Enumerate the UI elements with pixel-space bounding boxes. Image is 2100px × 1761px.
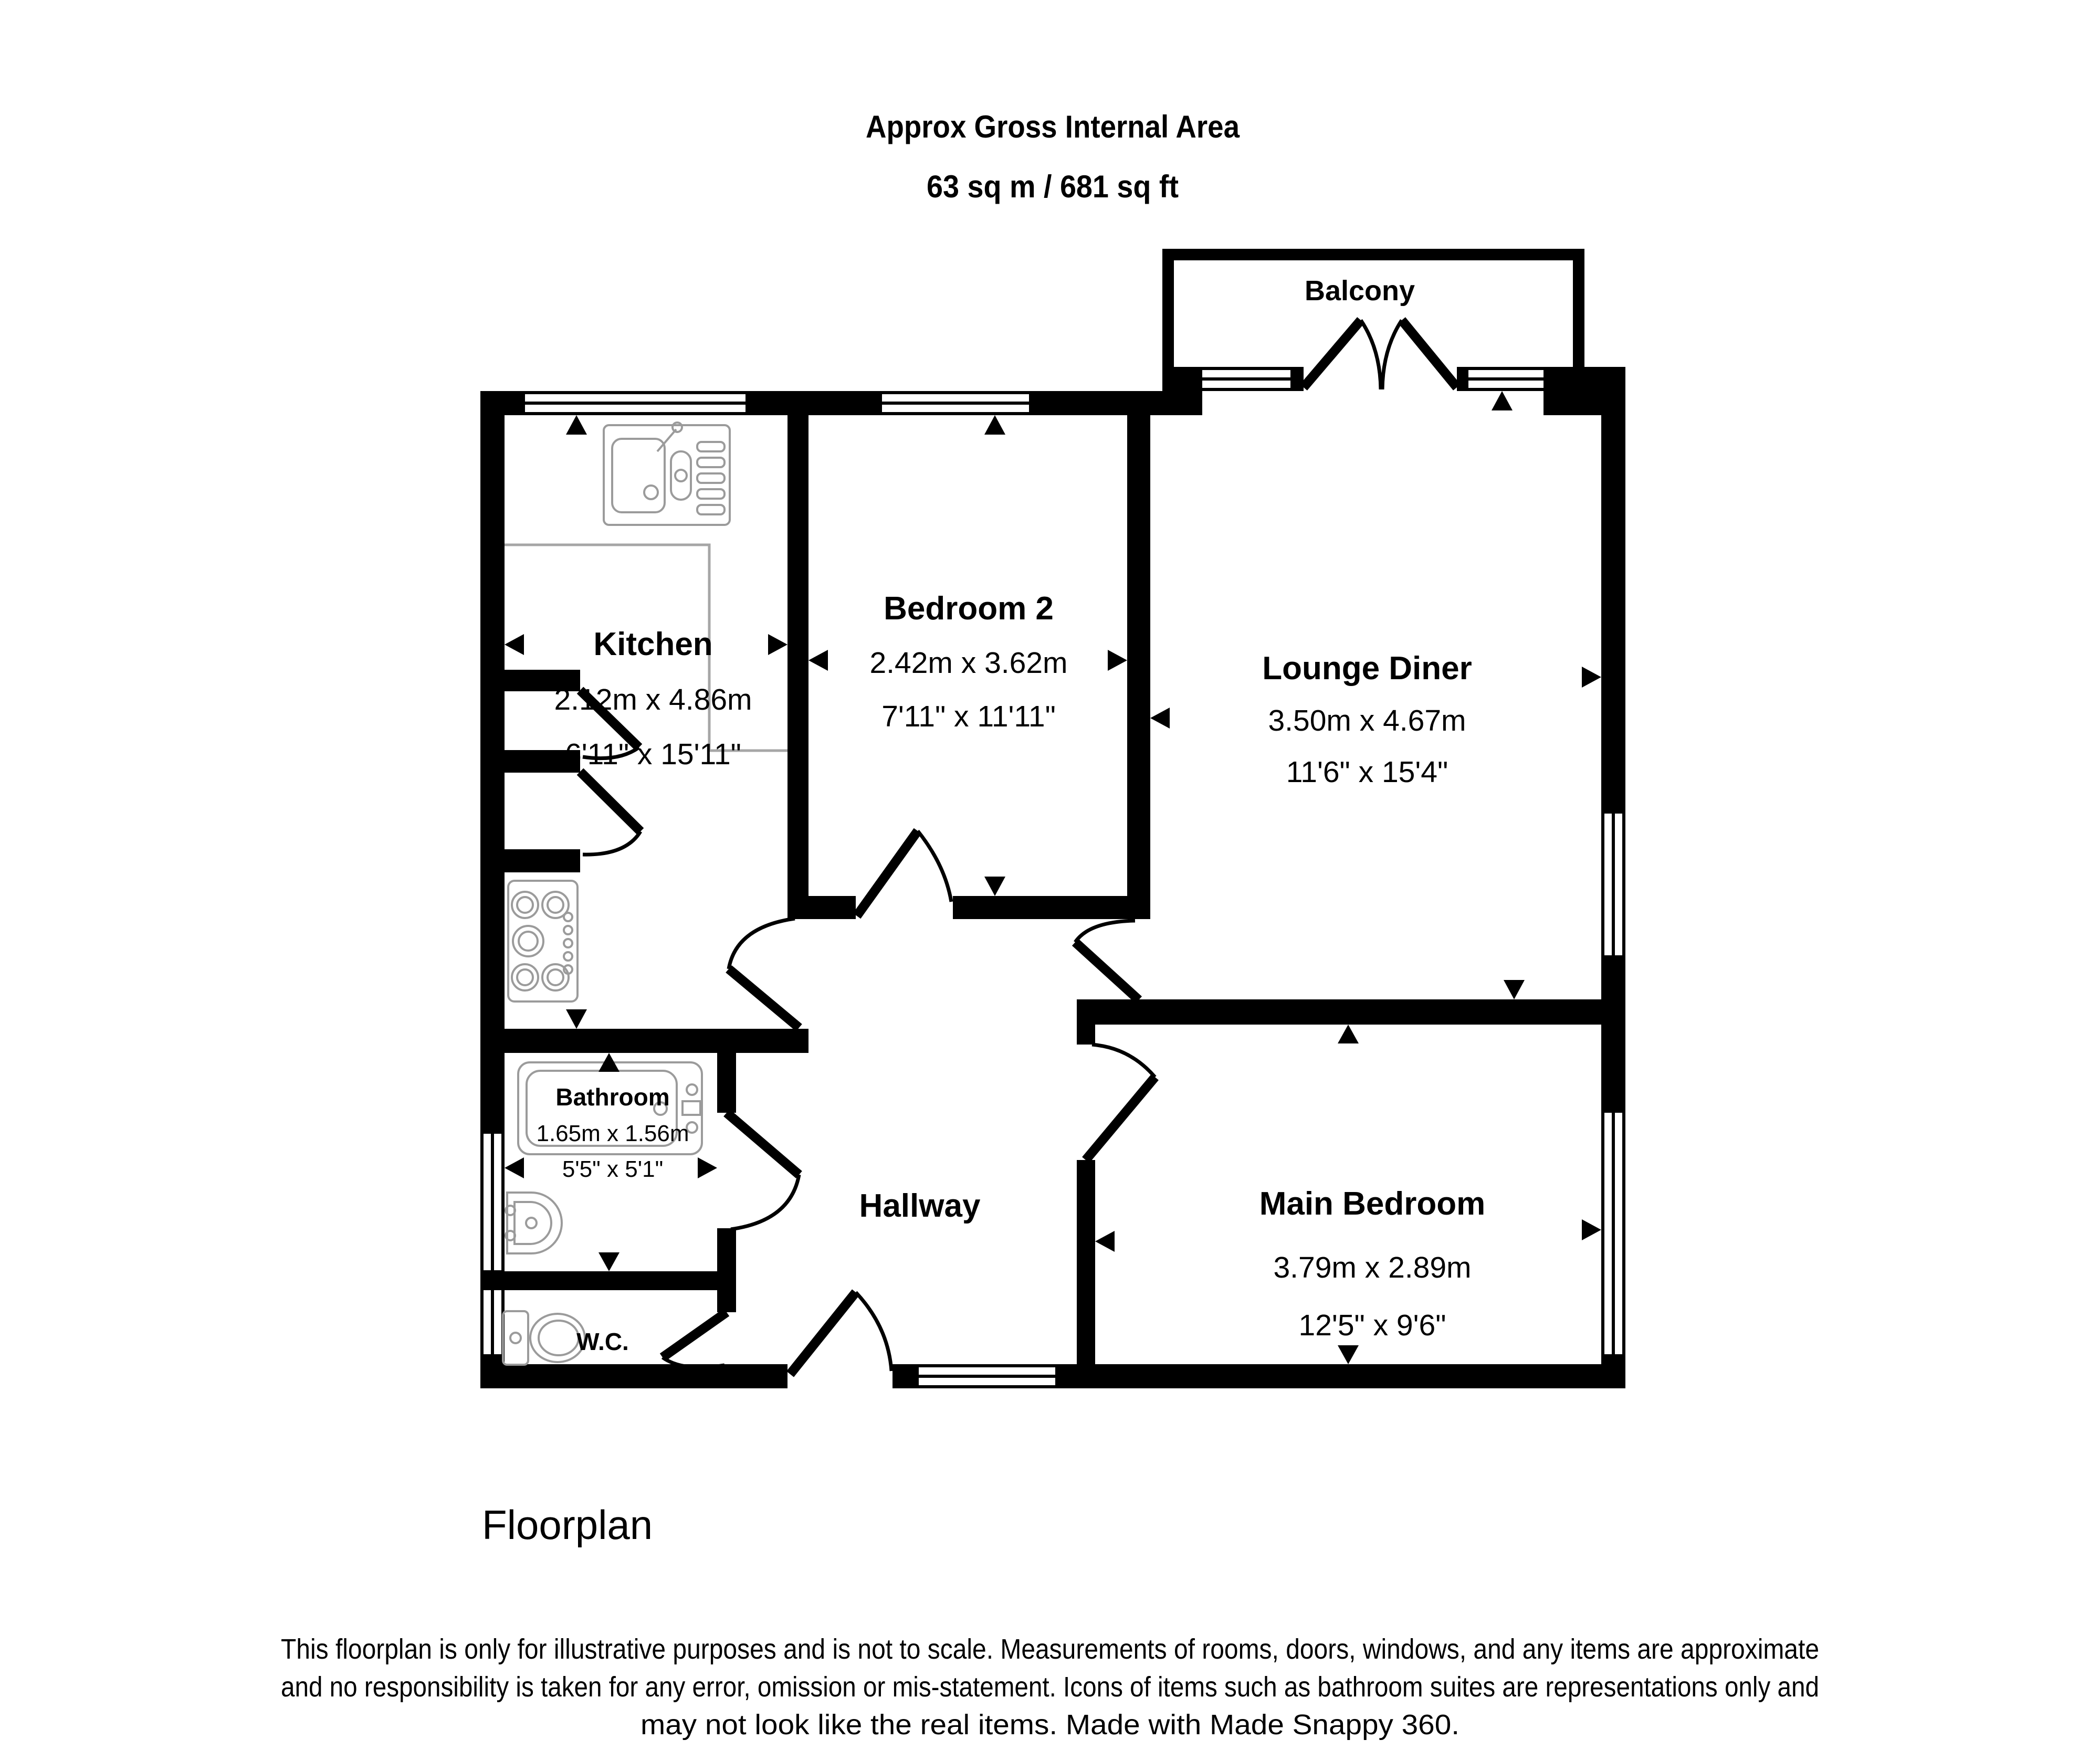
svg-text:may not look like the real ite: may not look like the real items. Made with Made Snappy 360. (640, 1709, 1460, 1741)
exterior-walls (480, 367, 1625, 1388)
svg-text:11'6" x 15'4": 11'6" x 15'4" (1286, 755, 1448, 789)
window (1468, 367, 1544, 391)
bathroom-label (536, 1083, 689, 1182)
svg-text:Bedroom 2: Bedroom 2 (884, 590, 1054, 627)
lounge-label (1262, 650, 1472, 789)
svg-text:6'11" x 15'11": 6'11" x 15'11" (565, 737, 741, 771)
svg-text:and no responsibility is taken: and no responsibility is taken for any error, omission or mis-statement. Icons of items such as bathroom suites are representations only and (281, 1671, 1819, 1703)
window (525, 391, 746, 415)
svg-text:7'11" x 11'11": 7'11" x 11'11" (881, 700, 1056, 733)
svg-text:2.12m x 4.86m: 2.12m x 4.86m (554, 683, 752, 716)
svg-text:1.65m x 1.56m: 1.65m x 1.56m (536, 1121, 689, 1146)
main-bedroom-label (1259, 1186, 1486, 1342)
svg-text:Bathroom: Bathroom (555, 1083, 670, 1111)
door-swing (1304, 320, 1457, 389)
svg-text:This floorplan is only for ill: This floorplan is only for illustrative purposes and is not to scale. Measurements of rooms, doors, windows, and any items are approximate (281, 1633, 1819, 1665)
bedroom2-label (869, 590, 1067, 733)
window (1601, 814, 1625, 955)
page-title-line1: Approx Gross Internal Area (866, 109, 1240, 144)
kitchen-sink-icon (604, 423, 730, 525)
door-swing (729, 919, 799, 1028)
svg-text:12'5" x 9'6": 12'5" x 9'6" (1298, 1309, 1446, 1342)
window (919, 1364, 1055, 1388)
hob-icon (508, 881, 578, 1001)
door-swing (1086, 1045, 1155, 1160)
disclaimer (281, 1633, 1819, 1741)
window (1202, 367, 1290, 391)
balcony-label: Balcony (1304, 275, 1415, 307)
svg-text:Lounge Diner: Lounge Diner (1262, 650, 1472, 687)
window (480, 1290, 505, 1354)
kitchen-label (554, 626, 752, 771)
svg-text:Kitchen: Kitchen (593, 626, 713, 662)
svg-text:5'5" x 5'1": 5'5" x 5'1" (562, 1156, 664, 1182)
svg-text:3.50m x 4.67m: 3.50m x 4.67m (1268, 704, 1466, 737)
door-swing (790, 1292, 891, 1374)
floorplan-label: Floorplan (482, 1502, 653, 1548)
svg-text:3.79m x 2.89m: 3.79m x 2.89m (1273, 1251, 1472, 1284)
toilet-icon (503, 1311, 585, 1365)
window (882, 391, 1029, 415)
window (1601, 1113, 1625, 1354)
basin-icon (506, 1193, 562, 1253)
svg-text:Main Bedroom: Main Bedroom (1259, 1186, 1486, 1222)
svg-text:2.42m x 3.62m: 2.42m x 3.62m (869, 646, 1068, 680)
wc-label: W.C. (576, 1328, 629, 1355)
window (480, 1134, 505, 1270)
door-swing (727, 1113, 799, 1229)
door-swing (857, 831, 951, 916)
door-swing (663, 1312, 727, 1367)
hallway-label: Hallway (859, 1188, 981, 1224)
door-swing (1075, 921, 1139, 1000)
page-title-line2: 63 sq m / 681 sq ft (927, 169, 1179, 204)
